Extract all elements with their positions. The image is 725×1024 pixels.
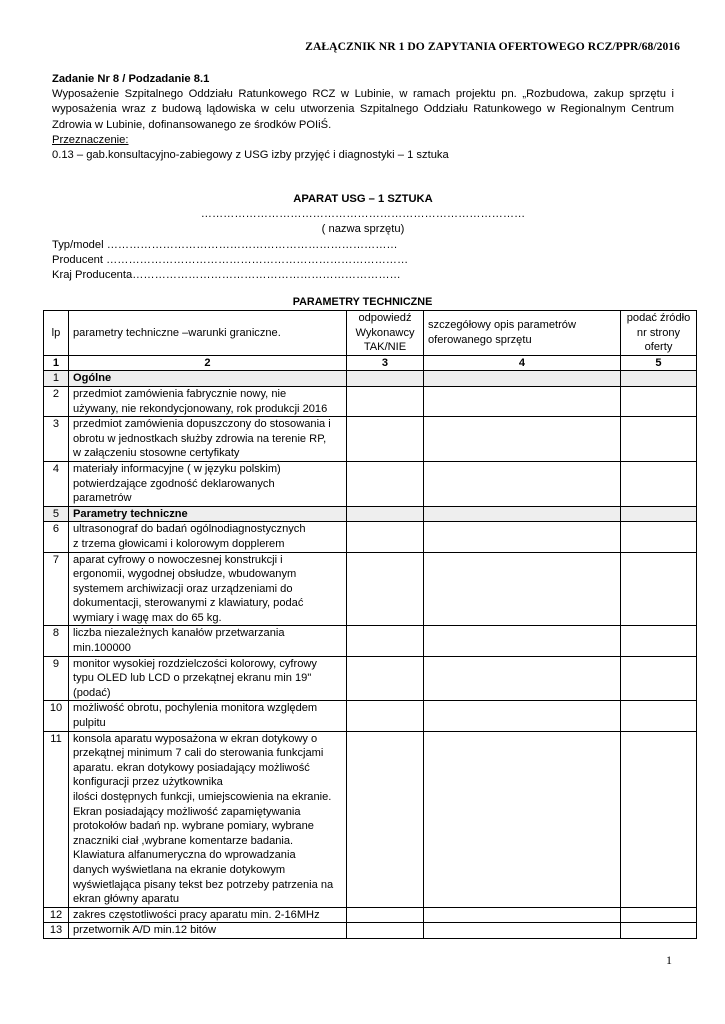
table-row xyxy=(44,417,697,462)
detail-cell[interactable] xyxy=(424,907,621,923)
response-cell[interactable] xyxy=(347,923,424,939)
parameter-description: konsola aparatu wyposażona w ekran dotykowy o przekątnej minimum 7 cali do sterowania funkcjami aparatu. ekran dotykowy posiadający możliwość konfiguracji przez użytkownika ilości dostępnych funkcji, umiejscowienia na ekranie. Ekran posiadający możliwość zapamiętywania protokołów badań np. wybrane pomiary, wybrane znaczniki ciał ,wybrane komentarze badania. Klawiatura alfanumeryczna do wprowadzania danych wyświetlana na ekranie dotykowym wyświetlająca pisany tekst bez potrzeby patrzenia na ekran główny aparatu xyxy=(69,731,347,907)
response-cell[interactable] xyxy=(347,461,424,506)
header-response: odpowiedź Wykonawcy TAK/NIE xyxy=(347,311,424,356)
row-number: 7 xyxy=(44,552,69,626)
row-number: 11 xyxy=(44,731,69,907)
row-number: 13 xyxy=(44,923,69,939)
table-row xyxy=(44,731,697,907)
table-row xyxy=(44,522,697,552)
response-cell[interactable] xyxy=(347,907,424,923)
section-row xyxy=(44,506,697,522)
parameter-description: monitor wysokiej rozdzielczości kolorowy, cyfrowy typu OLED lub LCD o przekątnej ekranu min 19" (podać) xyxy=(69,656,347,701)
producer-field: Producent ……………………………………………………………………… xyxy=(52,253,409,266)
table-header-row xyxy=(44,311,697,356)
country-field: Kraj Producenta……………………………………………………………… xyxy=(52,269,401,282)
device-section xyxy=(52,192,674,283)
table-row xyxy=(44,461,697,506)
response-cell[interactable] xyxy=(347,522,424,552)
source-cell[interactable] xyxy=(621,552,697,626)
source-cell[interactable] xyxy=(621,417,697,462)
source-cell[interactable] xyxy=(621,626,697,656)
header-params: parametry techniczne –warunki graniczne. xyxy=(69,311,347,356)
detail-cell[interactable] xyxy=(424,552,621,626)
parameter-description: zakres częstotliwości pracy aparatu min. 2-16MHz xyxy=(69,907,347,923)
column-number: 5 xyxy=(621,355,697,371)
column-number: 4 xyxy=(424,355,621,371)
params-title: PARAMETRY TECHNICZNE xyxy=(292,296,433,308)
row-number: 8 xyxy=(44,626,69,656)
row-number: 1 xyxy=(44,371,69,387)
parameter-description: ultrasonograf do badań ogólnodiagnostycznych z trzema głowicami i kolorowym dopplerem xyxy=(69,522,347,552)
source-cell[interactable] xyxy=(621,522,697,552)
table-row xyxy=(44,386,697,416)
task-title: Zadanie Nr 8 / Podzadanie 8.1 xyxy=(52,73,210,85)
detail-cell[interactable] xyxy=(424,731,621,907)
source-cell[interactable] xyxy=(621,731,697,907)
page-number: 1 xyxy=(666,953,672,967)
source-cell[interactable] xyxy=(621,371,697,387)
response-cell[interactable] xyxy=(347,626,424,656)
detail-cell[interactable] xyxy=(424,701,621,731)
source-cell[interactable] xyxy=(621,701,697,731)
table-row xyxy=(44,923,697,939)
project-description: Wyposażenie Szpitalnego Oddziału Ratunkowego RCZ w Lubinie, w ramach projektu pn. „Rozbudowa, zakup sprzętu i wyposażenia wraz z budową lądowiska w celu utworzenia Szpitalnego Oddziału Ratunkowego w Regionalnym Centrum Zdrowia w Lubinie, dofinansowanego ze środków POIiŚ. xyxy=(52,88,674,131)
response-cell[interactable] xyxy=(347,701,424,731)
detail-cell[interactable] xyxy=(424,522,621,552)
source-cell[interactable] xyxy=(621,386,697,416)
source-cell[interactable] xyxy=(621,506,697,522)
device-name-label: ( nazwa sprzętu) xyxy=(321,223,405,236)
response-cell[interactable] xyxy=(347,506,424,522)
row-number: 4 xyxy=(44,461,69,506)
detail-cell[interactable] xyxy=(424,626,621,656)
detail-cell[interactable] xyxy=(424,923,621,939)
parameter-description: przetwornik A/D min.12 bitów xyxy=(69,923,347,939)
section-row xyxy=(44,371,697,387)
detail-cell[interactable] xyxy=(424,371,621,387)
attachment-title: ZAŁĄCZNIK NR 1 DO ZAPYTANIA OFERTOWEGO RCZ/PPR/68/2016 xyxy=(305,40,680,53)
header-lp: lp xyxy=(44,311,69,356)
response-cell[interactable] xyxy=(347,656,424,701)
type-model-field: Typ/model …………………………………………………………………… xyxy=(52,238,398,251)
column-number: 3 xyxy=(347,355,424,371)
parameter-description: możliwość obrotu, pochylenia monitora względem pulpitu xyxy=(69,701,347,731)
column-number: 1 xyxy=(44,355,69,371)
source-cell[interactable] xyxy=(621,461,697,506)
source-cell[interactable] xyxy=(621,923,697,939)
parameter-description: aparat cyfrowy o nowoczesnej konstrukcji i ergonomii, wygodnej obsłudze, wbudowanym systemem archiwizacji oraz urządzeniami do dokumentacji, sterowanymi z klawiatury, podać wymiary i wagę max do 65 kg. xyxy=(69,552,347,626)
header-source: podać źródło nr strony oferty xyxy=(621,311,697,356)
detail-cell[interactable] xyxy=(424,461,621,506)
column-numbers-row xyxy=(44,355,697,371)
row-number: 9 xyxy=(44,656,69,701)
row-number: 12 xyxy=(44,907,69,923)
table-row xyxy=(44,626,697,656)
table-row xyxy=(44,656,697,701)
response-cell[interactable] xyxy=(347,552,424,626)
row-number: 6 xyxy=(44,522,69,552)
response-cell[interactable] xyxy=(347,417,424,462)
header-detail: szczegółowy opis parametrów oferowanego sprzętu xyxy=(424,311,621,356)
detail-cell[interactable] xyxy=(424,506,621,522)
table-row xyxy=(44,907,697,923)
row-number: 10 xyxy=(44,701,69,731)
parameter-description: przedmiot zamówienia fabrycznie nowy, nie używany, nie rekondycjonowany, rok produkcji 2016 xyxy=(69,386,347,416)
response-cell[interactable] xyxy=(347,731,424,907)
column-number: 2 xyxy=(69,355,347,371)
source-cell[interactable] xyxy=(621,656,697,701)
parameter-description: materiały informacyjne ( w języku polskim) potwierdzające zgodność deklarowanych parametrów xyxy=(69,461,347,506)
purpose-label: Przeznaczenie: xyxy=(52,133,129,146)
parameter-description: Ogólne xyxy=(69,371,347,387)
table-row xyxy=(44,552,697,626)
parameter-description: Parametry techniczne xyxy=(69,506,347,522)
response-cell[interactable] xyxy=(347,386,424,416)
table-row xyxy=(44,701,697,731)
device-name-dots: …………………………………………………………………………… xyxy=(200,208,526,221)
device-title: APARAT USG – 1 SZTUKA xyxy=(293,193,433,205)
purpose-value: 0.13 – gab.konsultacyjno-zabiegowy z USG izby przyjęć i diagnostyki – 1 sztuka xyxy=(52,149,449,162)
detail-cell[interactable] xyxy=(424,417,621,462)
detail-cell[interactable] xyxy=(424,656,621,701)
intro-section xyxy=(52,72,674,163)
parameters-table xyxy=(43,310,697,939)
row-number: 5 xyxy=(44,506,69,522)
row-number: 3 xyxy=(44,417,69,462)
row-number: 2 xyxy=(44,386,69,416)
response-cell[interactable] xyxy=(347,371,424,387)
parameter-description: liczba niezależnych kanałów przetwarzania min.100000 xyxy=(69,626,347,656)
detail-cell[interactable] xyxy=(424,386,621,416)
parameter-description: przedmiot zamówienia dopuszczony do stosowania i obrotu w jednostkach służby zdrowia na terenie RP, w załączeniu stosowne certyfikaty xyxy=(69,417,347,462)
source-cell[interactable] xyxy=(621,907,697,923)
